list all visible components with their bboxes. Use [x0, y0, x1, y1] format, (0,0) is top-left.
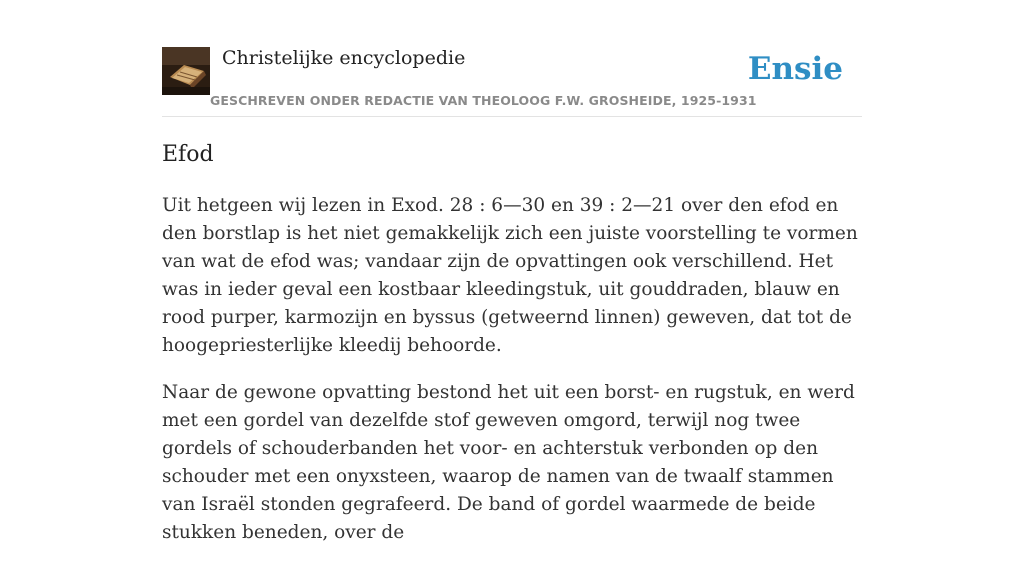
- article-paragraph: Naar de gewone opvatting bestond het uit een borst- en rugstuk, en werd met een gordel van dezelfde stof geweven omgord, terwijl nog twee gordels of schouderbanden het voor- en achterstuk verbonden op den schouder met een onyxsteen, waarop de namen van de twaalf stammen van Israël stonden gegrafeerd. De band of gordel waarmede de beide stukken beneden, over de: [162, 382, 855, 543]
- article-title: Efod: [162, 142, 214, 167]
- book-photo-icon: [162, 47, 210, 95]
- site-subtitle: GESCHREVEN ONDER REDACTIE VAN THEOLOOG F.W. GROSHEIDE, 1925-1931: [210, 93, 757, 108]
- site-header: [162, 46, 862, 117]
- brand-logo-link[interactable]: Ensie: [747, 51, 843, 87]
- avatar[interactable]: [162, 47, 210, 95]
- article-body: [162, 192, 870, 566]
- article-paragraph: Uit hetgeen wij lezen in Exod. 28 : 6—30 en 39 : 2—21 over den efod en den borstlap is het niet gemakkelijk zich een juiste voorstelling te vormen van wat de efod was; vandaar zijn de opvattingen ook verschillend. Het was in ieder geval een kostbaar kleedingstuk, uit gouddraden, blauw en rood purper, karmozijn en byssus (getweernd linnen) geweven, dat tot de hoogepriesterlijke kleedij behoorde.: [162, 195, 858, 356]
- site-title[interactable]: Christelijke encyclopedie: [222, 47, 466, 69]
